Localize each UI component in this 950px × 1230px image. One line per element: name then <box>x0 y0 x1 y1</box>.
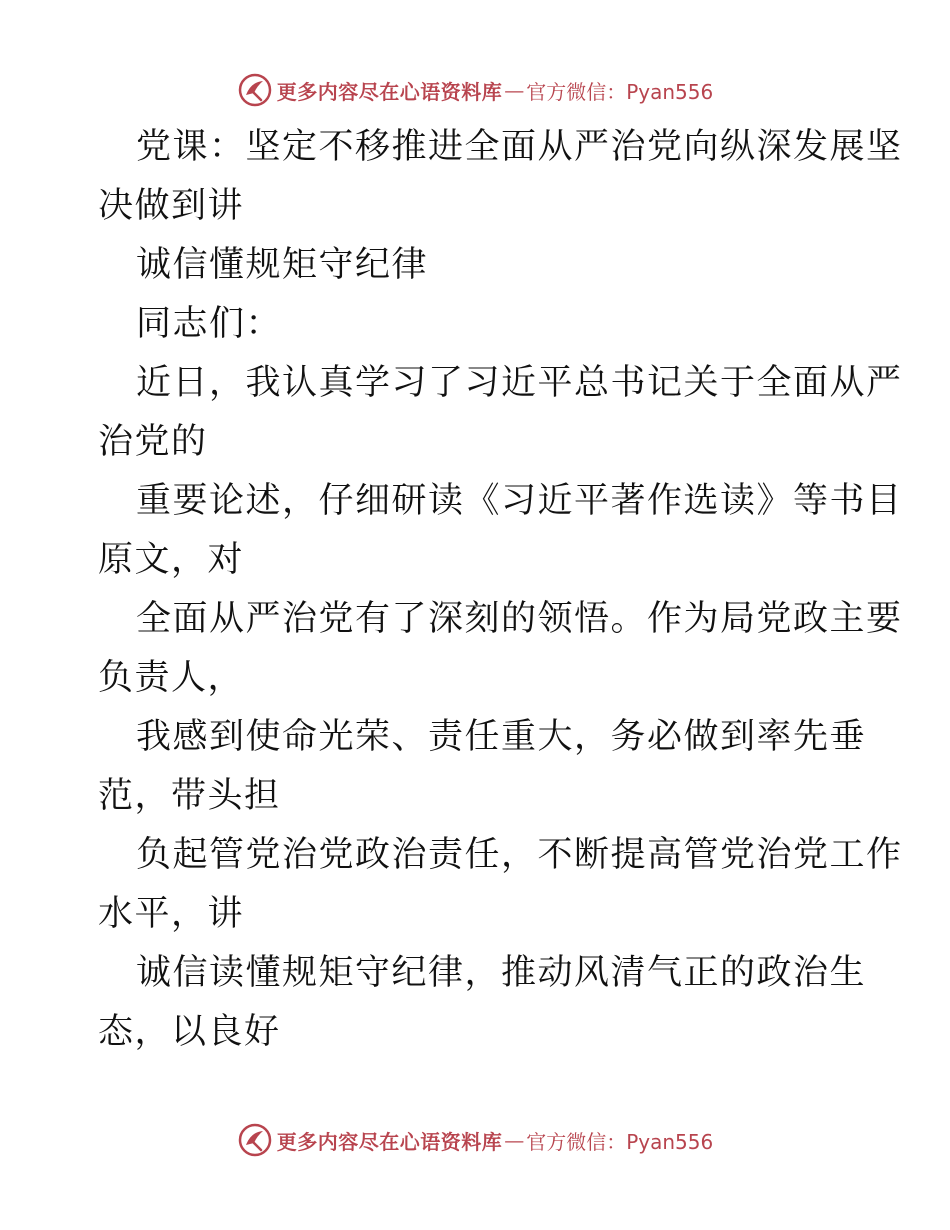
salutation-line: 同志们： <box>136 304 283 344</box>
body-line: 我感到使命光荣、责任重大，务必做到率先垂 <box>136 717 867 757</box>
title-line-1: 党课：坚定不移推进全面从严治党向纵深发展坚 <box>136 127 903 167</box>
body-line: 态，以良好 <box>98 1012 281 1052</box>
subtitle-line: 诚信懂规矩守纪律 <box>136 245 429 285</box>
body-line: 全面从严治党有了深刻的领悟。作为局党政主要 <box>136 599 903 639</box>
header-contact-text: 官方微信：Pyan556 <box>526 79 714 104</box>
body-line: 近日，我认真学习了习近平总书记关于全面从严 <box>136 363 903 403</box>
body-line: 原文，对 <box>98 540 245 580</box>
footer-separator: — <box>504 1128 525 1152</box>
document-body <box>98 118 903 1062</box>
body-line: 负责人， <box>98 658 245 698</box>
footer-contact-text: 官方微信：Pyan556 <box>526 1129 714 1154</box>
body-line: 治党的 <box>98 422 208 462</box>
body-line: 重要论述，仔细研读《习近平著作选读》等书目 <box>136 481 903 521</box>
header-banner <box>0 70 950 110</box>
title-line-2: 决做到讲 <box>98 186 245 226</box>
logo-icon <box>237 72 273 108</box>
body-line: 水平，讲 <box>98 894 245 934</box>
logo-icon <box>237 1122 273 1158</box>
header-site-text: 更多内容尽在心语资料库 <box>276 79 503 104</box>
footer-banner <box>0 1120 950 1160</box>
body-line: 诚信读懂规矩守纪律，推动风清气正的政治生 <box>136 953 867 993</box>
body-line: 范，带头担 <box>98 776 281 816</box>
footer-site-text: 更多内容尽在心语资料库 <box>276 1129 503 1154</box>
header-separator: — <box>504 78 525 102</box>
body-line: 负起管党治党政治责任，不断提高管党治党工作 <box>136 835 903 875</box>
